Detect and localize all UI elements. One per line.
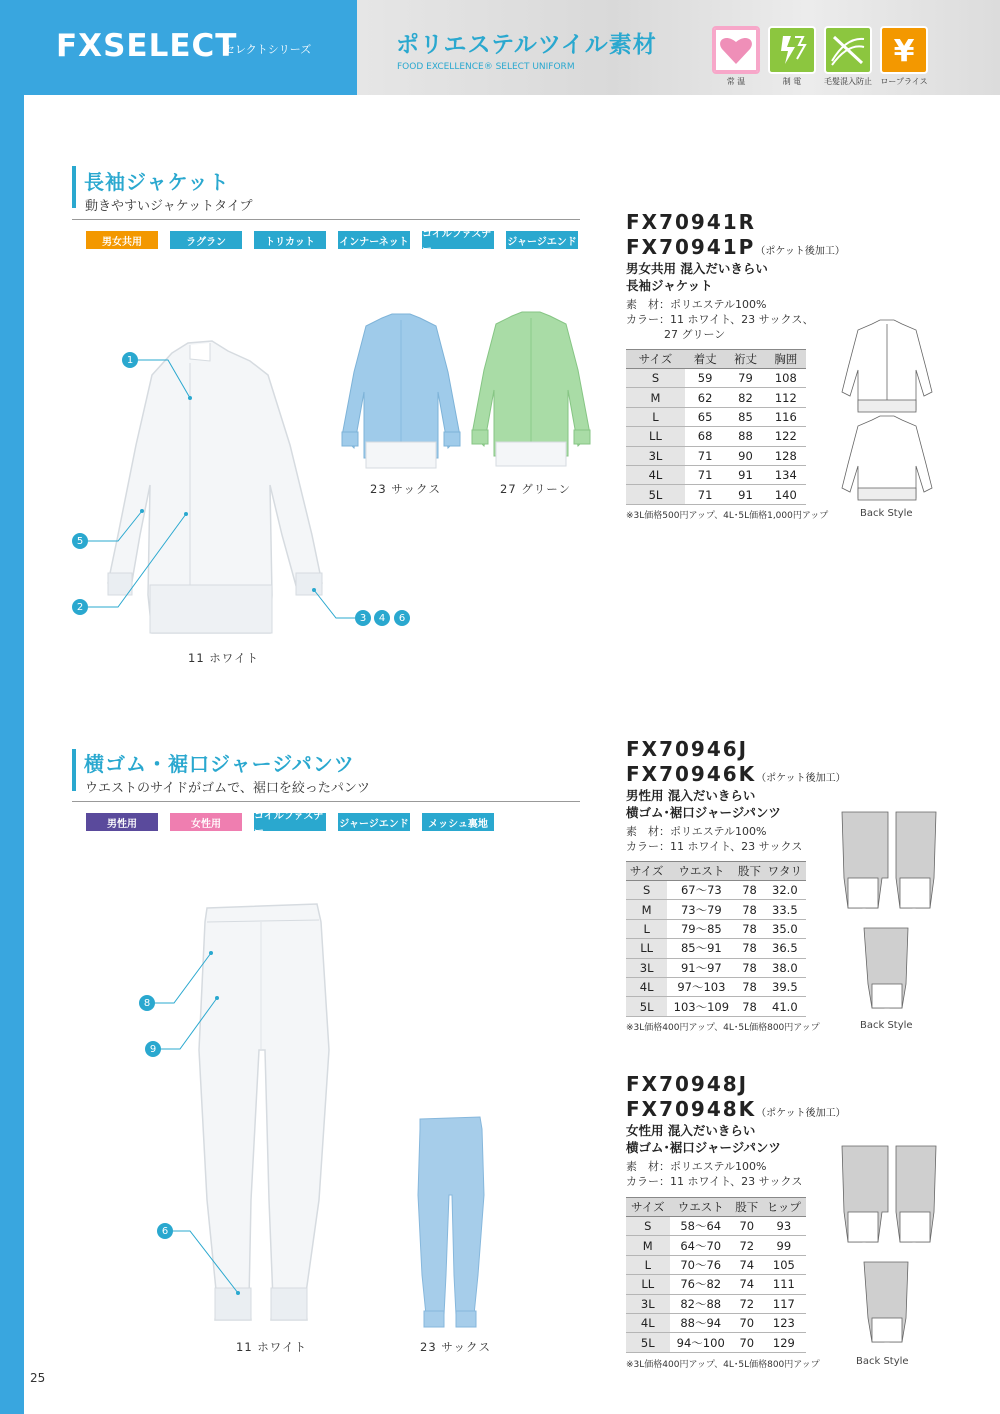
callout-6b: 6 [157, 1223, 173, 1239]
table-row: M 73～79 78 33.5 [626, 900, 806, 919]
callout-3: 3 [355, 610, 371, 626]
feature-hair-guard: 毛髪混入防止 [824, 26, 872, 87]
table-row: S 59 79 108 [626, 369, 806, 388]
womens-pants-technical-drawing [838, 1142, 938, 1352]
brand-logo: FXSELECT [56, 28, 238, 64]
tag-jersey-end: ジャージエンド [506, 231, 578, 249]
pants-sax-image [416, 1115, 486, 1333]
product-code-3b: FX70948K（ポケット後加工） [626, 1097, 846, 1121]
color-label-sax: 23 サックス [370, 482, 441, 496]
table-row: M 64～70 72 99 [626, 1236, 806, 1255]
tag-coil-zipper: コイルファスナー [254, 813, 326, 831]
section-title-jacket: 長袖ジャケット [84, 170, 230, 194]
color-label-sax-pants: 23 サックス [420, 1340, 491, 1354]
size-table-jacket: サイズ 着丈 裄丈 胸囲 S 59 79 108 M 62 82 112 L 65 85 116 LL 68 88 122 3L 71 90 128 4L 71 91 134 5L 71 91 140 [626, 349, 806, 505]
section-desc-pants: ウエストのサイドがゴムで、裾口を絞ったパンツ [85, 781, 370, 796]
table-row: 4L 88～94 70 123 [626, 1313, 806, 1332]
table-row: S 58～64 70 93 [626, 1217, 806, 1236]
table-row: L 70～76 74 105 [626, 1255, 806, 1274]
product-name-2: 男性用 混入だいきらい 横ゴム･裾口ジャージパンツ [626, 788, 781, 820]
product-name-1: 男女共用 混入だいきらい 長袖ジャケット [626, 261, 768, 293]
table-row: 4L 71 91 134 [626, 465, 806, 484]
table-row: L 79～85 78 35.0 [626, 919, 806, 938]
table-row: M 62 82 112 [626, 388, 806, 407]
product-spec-3: 素 材：ポリエステル100% カラー：11 ホワイト、23 サックス [626, 1160, 803, 1188]
tag-jersey-end: ジャージエンド [338, 813, 410, 831]
table-row: 3L 82～88 72 117 [626, 1294, 806, 1313]
page-subtitle: FOOD EXCELLENCE® SELECT UNIFORM [397, 62, 575, 72]
tag-inner-net: インナーネット [338, 231, 410, 249]
page-number: 25 [30, 1371, 46, 1385]
table-row: LL 85～91 78 36.5 [626, 939, 806, 958]
table-row: LL 76～82 74 111 [626, 1275, 806, 1294]
product-code-2a: FX70946J [626, 737, 749, 761]
table-row: LL 68 88 122 [626, 427, 806, 446]
callout-9: 9 [145, 1041, 161, 1057]
back-style-label-1: Back Style [860, 508, 913, 519]
product-spec-1: 素 材：ポリエステル100% カラー：11 ホワイト、23 サックス、 27 グリーン [626, 298, 814, 341]
tag-raglan: ラグラン [170, 231, 242, 249]
callout-8: 8 [139, 995, 155, 1011]
price-note-1: ※3L価格500円アップ、4L･5L価格1,000円アップ [626, 511, 829, 521]
table-row: L 65 85 116 [626, 407, 806, 426]
back-style-label-3: Back Style [856, 1356, 909, 1367]
product-code-1a: FX70941R [626, 210, 757, 234]
product-code-1b: FX70941P（ポケット後加工） [626, 235, 845, 259]
callout-1: 1 [122, 352, 138, 368]
section-title-pants: 横ゴム・裾口ジャージパンツ [84, 752, 355, 776]
svg-text:¥: ¥ [893, 34, 915, 67]
back-style-label-2: Back Style [860, 1020, 913, 1031]
price-note-2: ※3L価格400円アップ、4L･5L価格800円アップ [626, 1023, 820, 1033]
callout-5: 5 [72, 533, 88, 549]
tag-tricut: トリカット [254, 231, 326, 249]
color-label-white: 11 ホワイト [188, 651, 259, 665]
price-note-3: ※3L価格400円アップ、4L･5L価格800円アップ [626, 1360, 820, 1370]
callout-4: 4 [374, 610, 390, 626]
mens-pants-technical-drawing [838, 808, 938, 1018]
product-name-3: 女性用 混入だいきらい 横ゴム･裾口ジャージパンツ [626, 1123, 781, 1155]
table-row: 3L 71 90 128 [626, 446, 806, 465]
table-row: 5L 103～109 78 41.0 [626, 997, 806, 1016]
size-table-womens-pants: サイズ ウエスト 股下 ヒップ S 58～64 70 93 M 64～70 72 99 L 70～76 74 105 LL 76～82 74 111 3L 82～88 72 117 4L 88～94 70 123 5L 94～100 70 129 [626, 1197, 806, 1353]
table-row: 5L 71 91 140 [626, 485, 806, 504]
table-row: 3L 91～97 78 38.0 [626, 958, 806, 977]
tag-womens: 女性用 [170, 813, 242, 831]
callout-2: 2 [72, 599, 88, 615]
table-row: S 67～73 78 32.0 [626, 881, 806, 900]
product-spec-2: 素 材：ポリエステル100% カラー：11 ホワイト、23 サックス [626, 825, 803, 853]
callout-6: 6 [394, 610, 410, 626]
feature-antistatic: 制 電 [768, 26, 816, 87]
product-code-3a: FX70948J [626, 1072, 749, 1096]
page-title: ポリエステルツイル素材 [396, 32, 657, 58]
table-row: 5L 94～100 70 129 [626, 1333, 806, 1352]
tag-coil-zipper: コイルファスナー [422, 231, 494, 249]
color-label-white-pants: 11 ホワイト [236, 1340, 307, 1354]
feature-normal-temp: 常 温 [712, 26, 760, 87]
table-row: 4L 97～103 78 39.5 [626, 977, 806, 996]
tag-mens: 男性用 [86, 813, 158, 831]
tag-unisex: 男女共用 [86, 231, 158, 249]
feature-low-price: ¥ ロープライス [880, 26, 928, 87]
size-table-mens-pants: サイズ ウエスト 股下 ワタリ S 67～73 78 32.0 M 73～79 78 33.5 L 79～85 78 35.0 LL 85～91 78 36.5 3L 91～97 78 38.0 4L 97～103 78 39.5 5L 103～109 78 41.0 [626, 861, 806, 1017]
product-code-2b: FX70946K（ポケット後加工） [626, 762, 846, 786]
brand-subtitle: セレクトシリーズ [224, 43, 312, 56]
color-label-green: 27 グリーン [500, 482, 572, 496]
section-desc-jacket: 動きやすいジャケットタイプ [85, 199, 253, 214]
tag-mesh-lining: メッシュ裏地 [422, 813, 494, 831]
